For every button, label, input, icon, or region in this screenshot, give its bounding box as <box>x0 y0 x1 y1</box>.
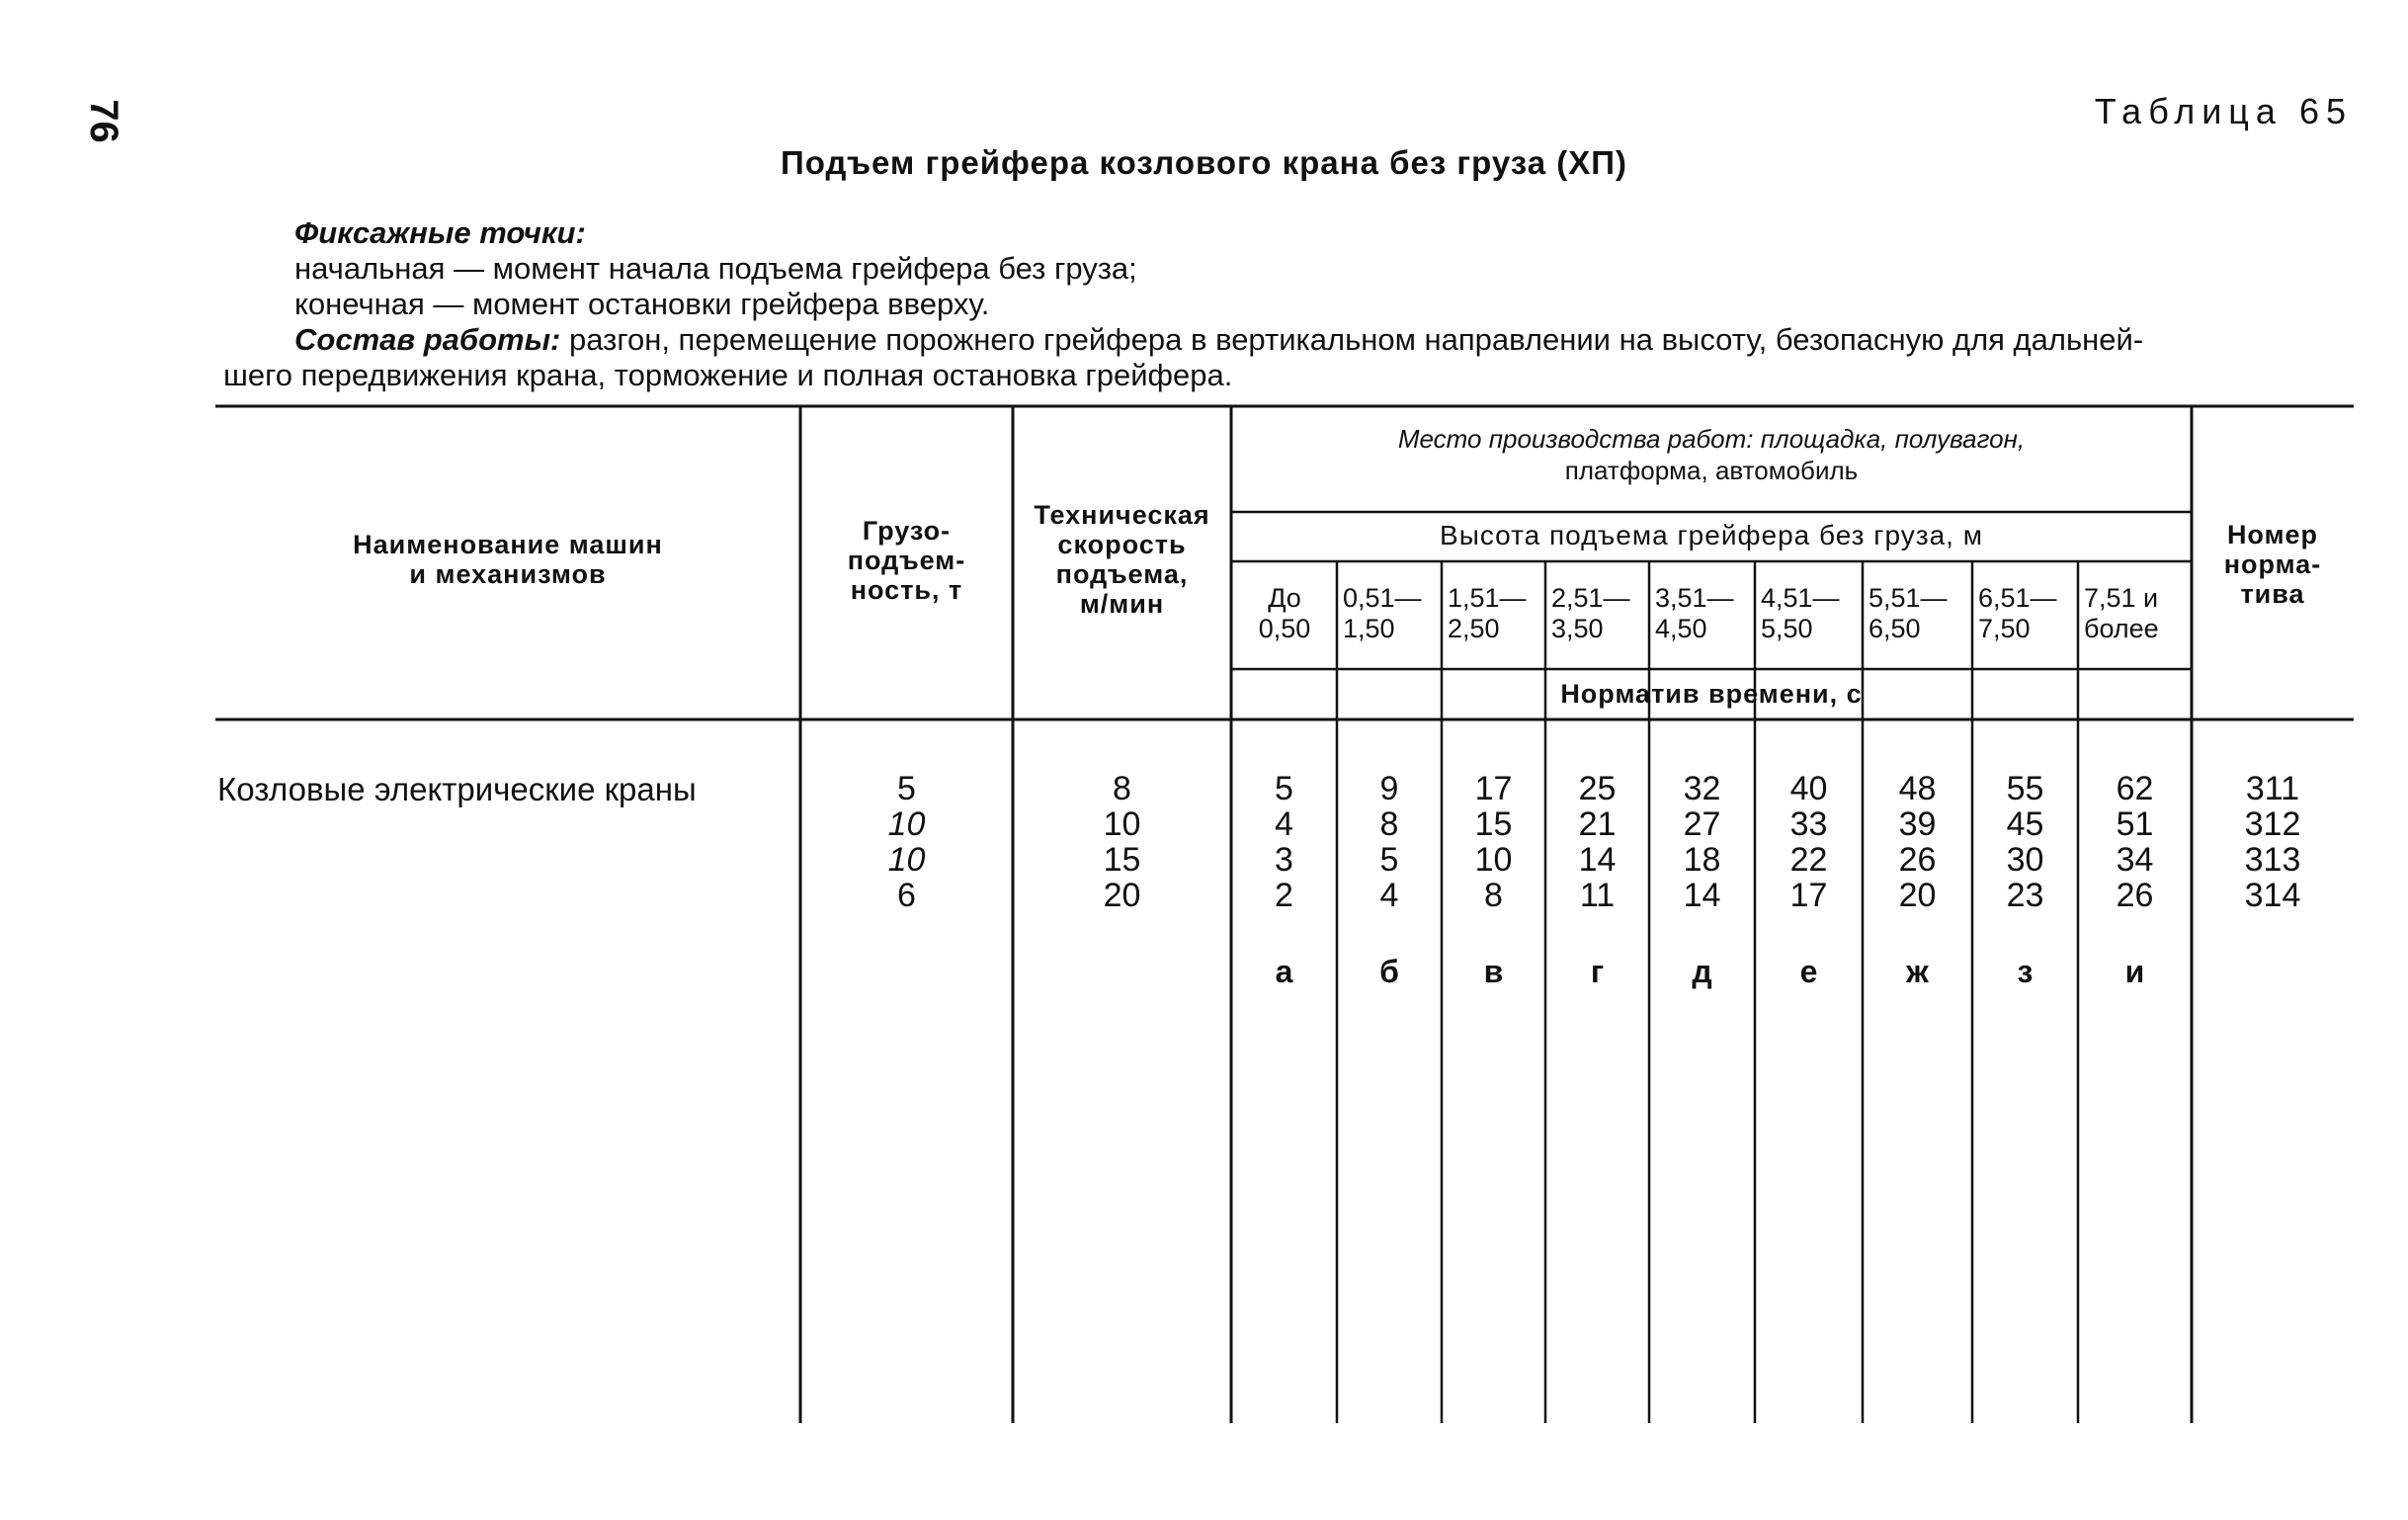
height-range-col-g: 5,51— 6,50 <box>1868 583 1948 643</box>
column-letter: ж <box>1906 954 1929 989</box>
height-range-col-d: 2,51— 3,50 <box>1551 583 1630 643</box>
norm-number-column: 311 312 313 314 <box>2244 770 2301 914</box>
column-letter: г <box>1590 954 1605 989</box>
table-title: Подъем грейфера козлового крана без груза (ХП) <box>781 144 1627 181</box>
time-column-c: 17 15 10 8 <box>1474 770 1513 914</box>
fixing-point-end: конечная — момент остановки грейфера вверху. <box>294 287 990 321</box>
work-composition-line2: шего передвижения крана, торможение и полная остановка грейфера. <box>223 358 1233 392</box>
time-column-i: 62 51 34 26 <box>2116 770 2154 914</box>
header-speed: Техническая скорость подъема, м/мин <box>1034 500 1210 619</box>
fixing-point-start: начальная — момент начала подъема грейфера без груза; <box>294 251 1137 286</box>
work-composition-label: Состав работы: <box>294 322 561 357</box>
height-range-col-b: 0,51— 1,50 <box>1343 583 1422 643</box>
capacity-value: 10 <box>887 841 926 879</box>
height-range-col-h: 6,51— 7,50 <box>1978 583 2057 643</box>
height-range-col-e: 3,51— 4,50 <box>1655 583 1734 643</box>
fixing-points-heading: Фиксажные точки: <box>294 215 586 250</box>
machine-name: Козловые электрические краны <box>217 771 697 807</box>
speed-value: 10 <box>1103 805 1141 843</box>
header-lift-height: Высота подъема грейфера без груза, м <box>1440 520 1983 550</box>
header-time-norm: Норматив времени, с <box>1560 679 1863 709</box>
capacity-value: 5 <box>897 770 916 807</box>
column-letter: а <box>1275 954 1293 989</box>
speed-value: 8 <box>1113 770 1131 807</box>
time-column-a: 5 4 3 2 <box>1275 770 1293 914</box>
page-number: 76 <box>81 99 125 143</box>
speed-value: 20 <box>1103 877 1141 914</box>
header-machine-name: Наименование машин и механизмов <box>353 530 663 589</box>
column-letter: д <box>1692 954 1712 989</box>
speed-value: 15 <box>1103 841 1141 879</box>
height-range-col-c: 1,51— 2,50 <box>1448 583 1527 643</box>
height-range-col-f: 4,51— 5,50 <box>1761 583 1840 643</box>
time-column-e: 32 27 18 14 <box>1683 770 1721 914</box>
column-letter: и <box>2124 954 2145 989</box>
table-label: Таблица 65 <box>2094 91 2353 131</box>
height-range-col-a: До 0,50 <box>1258 583 1311 643</box>
height-range-col-i: 7,51 и более <box>2084 583 2159 643</box>
time-column-f: 40 33 22 17 <box>1789 770 1828 914</box>
capacity-value: 6 <box>897 877 916 914</box>
work-composition-text: разгон, перемещение порожнего грейфера в вертикальном направлении на высоту, безопасную для дальней- <box>569 322 2144 357</box>
time-column-d: 25 21 14 11 <box>1578 770 1617 914</box>
time-column-b: 9 8 5 4 <box>1379 770 1399 914</box>
header-work-place: Место производства работ: площадка, полувагон, платформа, автомобиль <box>1397 424 2026 485</box>
header-capacity: Грузо- подъем- ность, т <box>847 516 966 605</box>
column-letter: б <box>1379 954 1399 989</box>
column-letter: з <box>2017 954 2034 989</box>
column-letter: в <box>1483 954 1504 989</box>
capacity-column <box>800 771 1013 913</box>
speed-column <box>1013 771 1231 913</box>
capacity-value: 10 <box>887 805 926 843</box>
header-norm-number: Номер норма- тива <box>2223 520 2322 609</box>
time-column-g: 48 39 26 20 <box>1898 770 1937 914</box>
time-column-h: 55 45 30 23 <box>2006 770 2044 914</box>
column-letter: е <box>1799 954 1818 989</box>
